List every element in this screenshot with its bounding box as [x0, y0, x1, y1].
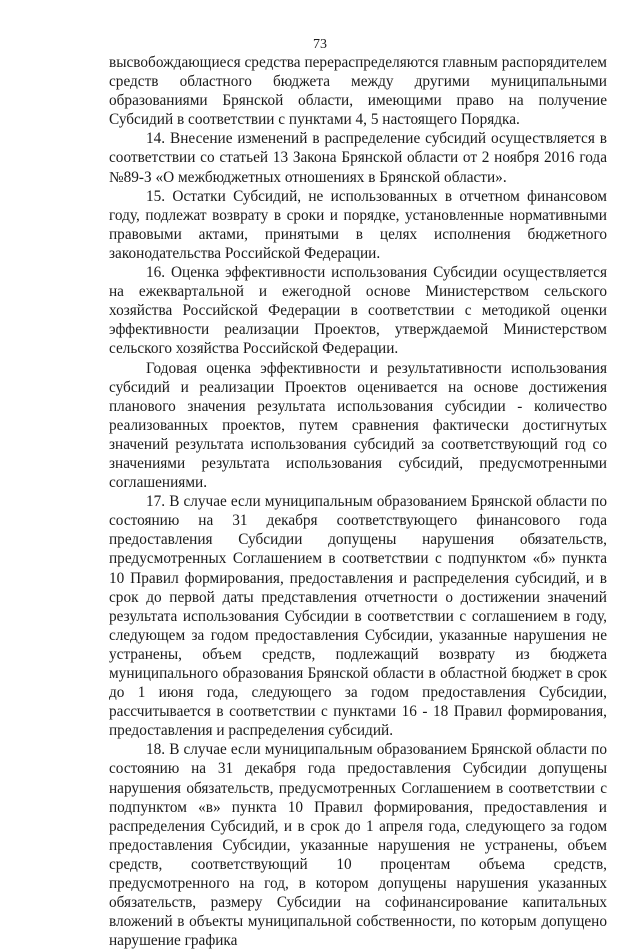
paragraph-annual-assessment: Годовая оценка эффективности и результативности использования субсидий и реализации Проектов оценивается на основе достижения планового значения результата использования субсидии - количество реализованных проектов, путем сравнения фактически достигнутых значений результата использования субсидий за соответствующий год со значениями результата использования субсидий, предусмотренными соглашениями.	[109, 359, 607, 492]
paragraph-15: 15. Остатки Субсидий, не использованных в отчетном финансовом году, подлежат возврату в сроки и порядке, установленные нормативными правовыми актами, принятыми в целях исполнения бюджетного законодательства Российской Федерации.	[109, 187, 607, 262]
page-number: 73	[313, 37, 327, 52]
paragraph-16: 16. Оценка эффективности использования Субсидии осуществляется на ежеквартальной и ежегодной основе Министерством сельского хозяйства Российской Федерации в соответствии с методикой оценки эффективности реализации Проектов, утверждаемой Министерством сельского хозяйства Российской Федерации.	[109, 264, 607, 358]
paragraph-continuation: высвобождающиеся средства перераспределяются главным распорядителем средств областного бюджета между другими муниципальными образованиями Брянской области, имеющими право на получение Субсидий в соответствии с пунктами 4, 5 настоящего Порядка.	[109, 54, 607, 129]
body-text	[109, 53, 607, 950]
paragraph-18: 18. В случае если муниципальным образованием Брянской области по состоянию на 31 декабря года предоставления Субсидии допущены нарушения обязательств, предусмотренных Соглашением в соответствии с подпунктом «в» пункта 10 Правил формирования, предоставления и распределения Субсидий, и в срок до 1 апреля года, следующего за годом предоставления Субсидии, указанные нарушения не устранены, объем средств, соответствующий 10 процентам объема средств, предусмотренного на год, в котором допущены нарушения указанных обязательств, размеру Субсидии на софинансирование капитальных вложений в объекты муниципальной собственности, по которым допущено нарушение графика	[109, 741, 607, 950]
paragraph-14: 14. Внесение изменений в распределение субсидий осуществляется в соответствии со статьей 13 Закона Брянской области от 2 ноября 2016 года №89-З «О межбюджетных отношениях в Брянской области».	[109, 130, 607, 186]
paragraph-17: 17. В случае если муниципальным образованием Брянской области по состоянию на 31 декабря соответствующего финансового года предоставления Субсидии допущены нарушения обязательств, предусмотренных Соглашением в соответствии с подпунктом «б» пункта 10 Правил формирования, предоставления и распределения субсидий, и в срок до первой даты представления отчетности о достижении значений результата использования Субсидии в соответствии с соглашением в году, следующем за годом предоставления Субсидии, указанные нарушения не устранены, объем средств, подлежащий возврату из бюджета муниципального образования Брянской области в областной бюджет в срок до 1 июня года, следующего за годом предоставления Субсидии, рассчитывается в соответствии с пунктами 16 - 18 Правил формирования, предоставления и распределения субсидий.	[109, 493, 607, 740]
